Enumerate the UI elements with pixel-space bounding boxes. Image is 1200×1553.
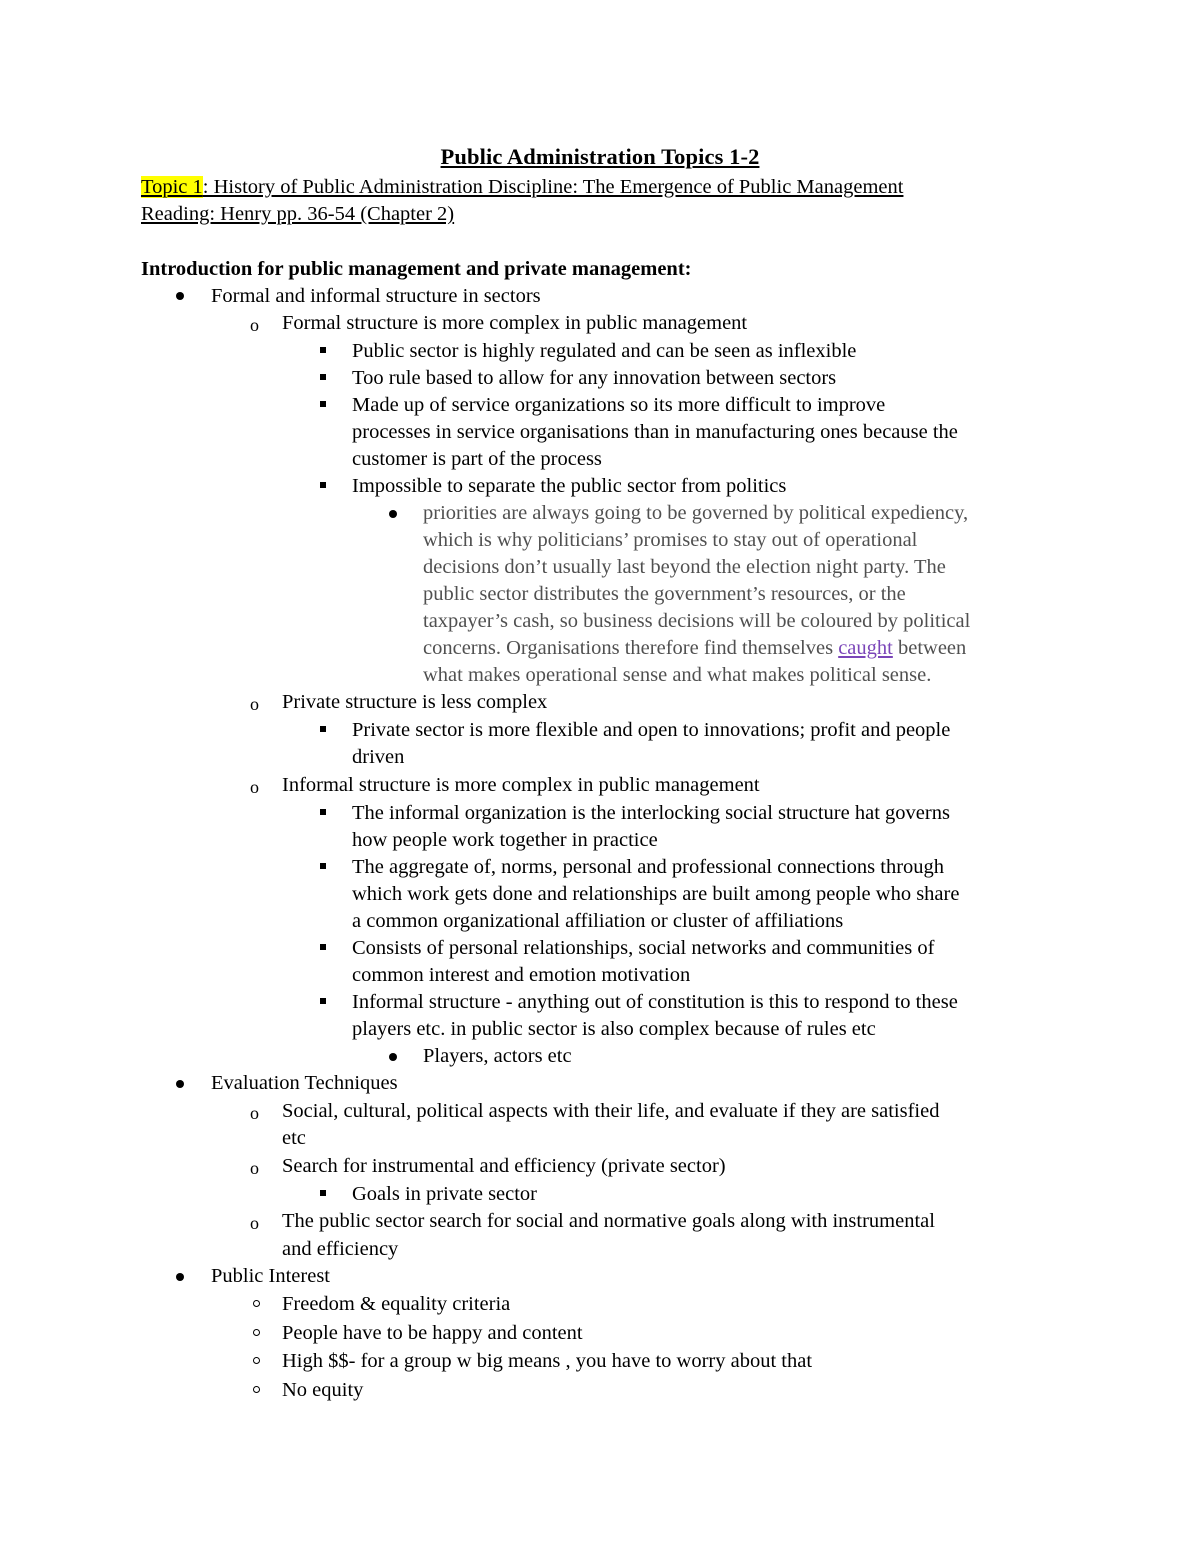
list-item: People have to be happy and content — [282, 1322, 583, 1344]
list-item: Goals in private sector — [352, 1183, 538, 1205]
bullet-circle-icon — [253, 1329, 260, 1336]
list-item: The informal organization is the interlocking social structure hat governs — [352, 802, 950, 824]
reading-line: Reading: Henry pp. 36-54 (Chapter 2) — [141, 203, 455, 225]
bullet-square-icon — [320, 482, 326, 488]
bullet-dot-icon — [176, 292, 184, 300]
list-item-cont — [423, 635, 966, 662]
bullet-circle-icon — [253, 1300, 260, 1307]
bullet-dot-icon — [389, 1053, 397, 1061]
bullet-square-icon — [320, 998, 326, 1004]
list-item-cont: which work gets done and relationships are built among people who share — [352, 883, 960, 905]
page-title: Public Administration Topics 1-2 — [440, 144, 760, 169]
bullet-square-icon — [320, 944, 326, 950]
list-item-cont: processes in service organisations than in manufacturing ones because the — [352, 421, 958, 443]
list-item: Impossible to separate the public sector from politics — [352, 475, 787, 497]
list-item: High $$- for a group w big means , you have to worry about that — [282, 1350, 813, 1372]
bullet-dot-icon — [389, 510, 397, 518]
bullet-o-icon: o — [250, 1103, 259, 1123]
list-item-cont: etc — [282, 1127, 306, 1149]
list-item-cont: common interest and emotion motivation — [352, 964, 691, 986]
list-item: No equity — [282, 1379, 364, 1401]
list-item: Made up of service organizations so its more difficult to improve — [352, 394, 886, 416]
bullet-o-icon: o — [250, 315, 259, 335]
list-item-cont: public sector distributes the government’s resources, or the — [423, 583, 906, 605]
bullet-square-icon — [320, 347, 326, 353]
bullet-o-icon: o — [250, 1158, 259, 1178]
bullet-o-icon: o — [250, 1213, 259, 1233]
bullet-circle-icon — [253, 1386, 260, 1393]
list-item-cont: decisions don’t usually last beyond the election night party. The — [423, 556, 946, 578]
list-item: Social, cultural, political aspects with their life, and evaluate if they are satisfied — [282, 1100, 940, 1122]
topic-line — [141, 174, 903, 201]
bullet-dot-icon — [176, 1080, 184, 1088]
list-item-cont: players etc. in public sector is also complex because of rules etc — [352, 1018, 876, 1040]
list-item: The aggregate of, norms, personal and professional connections through — [352, 856, 945, 878]
bullet-square-icon — [320, 863, 326, 869]
list-item: Public Interest — [211, 1265, 330, 1287]
list-item: Private sector is more flexible and open to innovations; profit and people — [352, 719, 951, 741]
list-item: Evaluation Techniques — [211, 1072, 398, 1094]
bullet-o-icon: o — [250, 777, 259, 797]
list-item-cont: a common organizational affiliation or cluster of affiliations — [352, 910, 844, 932]
list-item: Informal structure is more complex in public management — [282, 774, 760, 796]
list-item-cont: driven — [352, 746, 405, 768]
list-item-cont: which is why politicians’ promises to stay out of operational — [423, 529, 918, 551]
list-item-cont: what makes operational sense and what makes political sense. — [423, 664, 932, 686]
list-item: Informal structure - anything out of constitution is this to respond to these — [352, 991, 958, 1013]
list-item: Formal structure is more complex in public management — [282, 312, 748, 334]
list-item: Players, actors etc — [423, 1045, 572, 1067]
list-item: Too rule based to allow for any innovation between sectors — [352, 367, 837, 389]
list-item: Consists of personal relationships, social networks and communities of — [352, 937, 935, 959]
bullet-square-icon — [320, 726, 326, 732]
bullet-circle-icon — [253, 1357, 260, 1364]
bullet-o-icon: o — [250, 694, 259, 714]
caught-link[interactable]: caught — [838, 637, 893, 659]
bullet-square-icon — [320, 809, 326, 815]
list-item: Formal and informal structure in sectors — [211, 285, 541, 307]
quote-text: concerns. Organisations therefore find themselves — [423, 637, 839, 659]
quote-text: between — [892, 637, 967, 659]
intro-heading: Introduction for public management and private management: — [141, 258, 692, 280]
topic-label: Topic 1 — [141, 176, 203, 198]
list-item: priorities are always going to be governed by political expediency, — [423, 502, 969, 524]
bullet-square-icon — [320, 374, 326, 380]
topic-description: : History of Public Administration Discipline: The Emergence of Public Management — [202, 176, 904, 198]
list-item: Private structure is less complex — [282, 691, 548, 713]
list-item: Freedom & equality criteria — [282, 1293, 511, 1315]
list-item-cont: and efficiency — [282, 1238, 399, 1260]
list-item: The public sector search for social and normative goals along with instrumental — [282, 1210, 935, 1232]
list-item-cont: customer is part of the process — [352, 448, 602, 470]
list-item: Public sector is highly regulated and can be seen as inflexible — [352, 340, 857, 362]
list-item-cont: taxpayer’s cash, so business decisions will be coloured by political — [423, 610, 971, 632]
list-item: Search for instrumental and efficiency (private sector) — [282, 1155, 726, 1177]
bullet-dot-icon — [176, 1273, 184, 1281]
bullet-square-icon — [320, 1190, 326, 1196]
list-item-cont: how people work together in practice — [352, 829, 658, 851]
bullet-square-icon — [320, 401, 326, 407]
